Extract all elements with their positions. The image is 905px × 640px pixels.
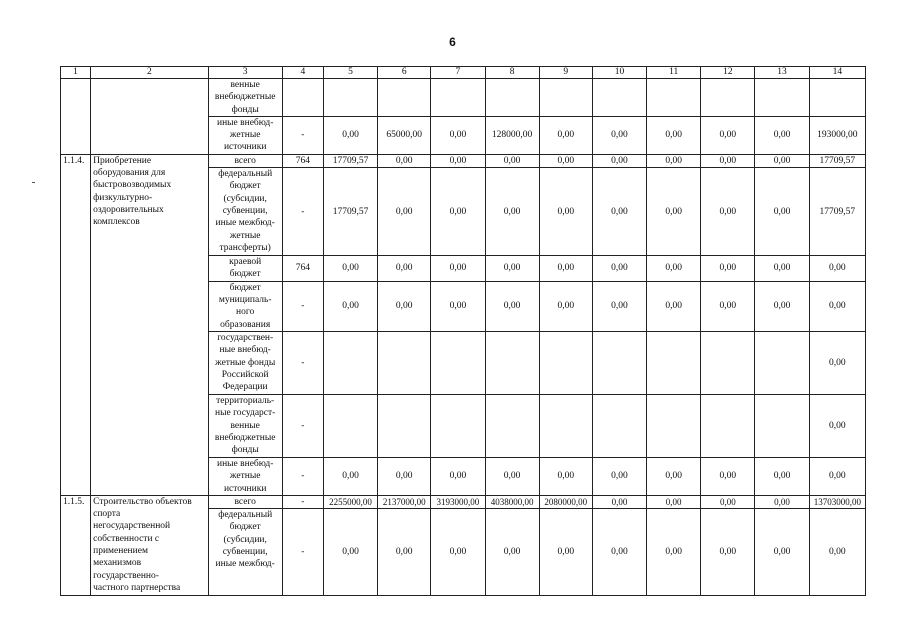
value-cell: - — [282, 281, 323, 331]
value-cell: 0,00 — [647, 509, 701, 596]
value-cell: - — [282, 495, 323, 508]
value-cell: 0,00 — [485, 256, 539, 282]
value-cell: 4038000,00 — [485, 495, 539, 508]
value-cell: 0,00 — [701, 281, 755, 331]
value-cell: 0,00 — [809, 256, 865, 282]
item-name-cell: Приобретение оборудования для быстровозводимых физкультурно- оздоровительных комплексов — [91, 154, 208, 495]
value-cell: 0,00 — [592, 168, 646, 256]
item-code-cell — [61, 79, 91, 155]
value-cell: 0,00 — [485, 154, 539, 167]
value-cell — [701, 394, 755, 457]
value-cell: 0,00 — [431, 281, 485, 331]
value-cell: 17709,57 — [323, 168, 377, 256]
source-cell: всего — [208, 154, 282, 167]
value-cell: 0,00 — [485, 168, 539, 256]
header-cell: 12 — [701, 67, 755, 79]
value-cell: - — [282, 394, 323, 457]
value-cell: 0,00 — [431, 168, 485, 256]
header-cell: 3 — [208, 67, 282, 79]
value-cell — [539, 331, 592, 394]
value-cell: 0,00 — [539, 168, 592, 256]
value-cell: 0,00 — [755, 116, 809, 154]
value-cell — [592, 394, 646, 457]
value-cell: 0,00 — [378, 154, 431, 167]
header-cell: 11 — [647, 67, 701, 79]
value-cell — [378, 331, 431, 394]
value-cell: 17709,57 — [809, 168, 865, 256]
value-cell: 0,00 — [755, 168, 809, 256]
value-cell: 0,00 — [592, 281, 646, 331]
value-cell: 0,00 — [539, 281, 592, 331]
value-cell: 2255000,00 — [323, 495, 377, 508]
value-cell: 0,00 — [323, 509, 377, 596]
value-cell: - — [282, 168, 323, 256]
header-cell: 2 — [91, 67, 208, 79]
value-cell: 0,00 — [592, 154, 646, 167]
value-cell: 13703000,00 — [809, 495, 865, 508]
value-cell: 0,00 — [485, 457, 539, 495]
source-cell: федеральный бюджет (субсидии, субвенции, иные межбюд- — [208, 509, 282, 596]
value-cell: 17709,57 — [323, 154, 377, 167]
value-cell: 0,00 — [701, 154, 755, 167]
value-cell: 0,00 — [592, 509, 646, 596]
value-cell: 0,00 — [378, 256, 431, 282]
value-cell — [647, 394, 701, 457]
page-number: 6 — [449, 35, 456, 49]
value-cell: 65000,00 — [378, 116, 431, 154]
value-cell: 0,00 — [539, 116, 592, 154]
value-cell: 0,00 — [647, 168, 701, 256]
value-cell — [323, 394, 377, 457]
value-cell: 0,00 — [809, 457, 865, 495]
value-cell: 0,00 — [647, 116, 701, 154]
source-cell: федеральный бюджет (субсидии, субвенции, иные межбюд- жетные трансферты) — [208, 168, 282, 256]
value-cell: 0,00 — [592, 116, 646, 154]
value-cell — [323, 331, 377, 394]
value-cell: 0,00 — [378, 168, 431, 256]
source-cell: краевой бюджет — [208, 256, 282, 282]
value-cell — [485, 331, 539, 394]
header-cell: 7 — [431, 67, 485, 79]
source-cell: всего — [208, 495, 282, 508]
header-cell: 5 — [323, 67, 377, 79]
item-name-cell: Строительство объектов спорта негосударственной собственности с применением механизмов государственно- частного партнерства — [91, 495, 208, 595]
value-cell: 0,00 — [539, 154, 592, 167]
value-cell: 0,00 — [323, 457, 377, 495]
value-cell: 0,00 — [539, 509, 592, 596]
value-cell: 0,00 — [647, 256, 701, 282]
value-cell: 0,00 — [431, 116, 485, 154]
item-code-cell: 1.1.5. — [61, 495, 91, 595]
value-cell: 0,00 — [647, 154, 701, 167]
value-cell: 2137000,00 — [378, 495, 431, 508]
value-cell: 0,00 — [378, 509, 431, 596]
value-cell: 0,00 — [323, 116, 377, 154]
value-cell: 0,00 — [755, 256, 809, 282]
value-cell: 0,00 — [431, 509, 485, 596]
value-cell: 0,00 — [701, 457, 755, 495]
value-cell: 0,00 — [592, 256, 646, 282]
value-cell: 0,00 — [431, 256, 485, 282]
value-cell: 0,00 — [592, 495, 646, 508]
header-row — [61, 67, 866, 79]
value-cell: 0,00 — [539, 256, 592, 282]
value-cell — [755, 394, 809, 457]
value-cell: 0,00 — [809, 394, 865, 457]
value-cell — [378, 394, 431, 457]
value-cell: - — [282, 331, 323, 394]
value-cell — [431, 394, 485, 457]
value-cell: 0,00 — [809, 281, 865, 331]
value-cell: 0,00 — [809, 331, 865, 394]
value-cell: - — [282, 457, 323, 495]
value-cell — [647, 331, 701, 394]
value-cell: 0,00 — [647, 281, 701, 331]
value-cell: 0,00 — [755, 457, 809, 495]
value-cell: 193000,00 — [809, 116, 865, 154]
value-cell: 0,00 — [701, 495, 755, 508]
value-cell: 0,00 — [755, 154, 809, 167]
value-cell: 0,00 — [485, 281, 539, 331]
value-cell: 0,00 — [592, 457, 646, 495]
source-cell: иные внебюд- жетные источники — [208, 457, 282, 495]
value-cell: 2080000,00 — [539, 495, 592, 508]
budget-table — [60, 66, 866, 596]
value-cell: 0,00 — [539, 457, 592, 495]
value-cell: 0,00 — [323, 281, 377, 331]
value-cell: 0,00 — [755, 509, 809, 596]
value-cell: 0,00 — [647, 495, 701, 508]
margin-mark — [32, 182, 35, 183]
value-cell: 0,00 — [431, 154, 485, 167]
value-cell: 128000,00 — [485, 116, 539, 154]
source-cell: венные внебюджетные фонды — [208, 79, 282, 117]
value-cell — [755, 331, 809, 394]
value-cell: 0,00 — [701, 509, 755, 596]
value-cell: 17709,57 — [809, 154, 865, 167]
value-cell — [539, 394, 592, 457]
item-name-cell — [91, 79, 208, 155]
value-cell: 0,00 — [701, 116, 755, 154]
value-cell — [431, 331, 485, 394]
header-cell: 9 — [539, 67, 592, 79]
source-cell: территориаль- ные государст- венные внебюджетные фонды — [208, 394, 282, 457]
value-cell: - — [282, 509, 323, 596]
header-cell: 13 — [755, 67, 809, 79]
value-cell: 0,00 — [647, 457, 701, 495]
header-cell: 1 — [61, 67, 91, 79]
value-cell: 0,00 — [378, 281, 431, 331]
value-cell: 0,00 — [323, 256, 377, 282]
table-row — [61, 495, 866, 508]
value-cell: 0,00 — [701, 168, 755, 256]
source-cell: бюджет муниципаль- ного образования — [208, 281, 282, 331]
value-cell: 764 — [282, 154, 323, 167]
item-code-cell: 1.1.4. — [61, 154, 91, 495]
value-cell — [701, 331, 755, 394]
header-cell: 4 — [282, 67, 323, 79]
value-cell: 0,00 — [755, 281, 809, 331]
header-cell: 14 — [809, 67, 865, 79]
value-cell: 0,00 — [431, 457, 485, 495]
value-cell: 0,00 — [755, 495, 809, 508]
value-cell: 0,00 — [809, 509, 865, 596]
source-cell: государствен- ные внебюд- жетные фонды Российской Федерации — [208, 331, 282, 394]
value-cell — [485, 394, 539, 457]
header-cell: 10 — [592, 67, 646, 79]
value-cell: 0,00 — [378, 457, 431, 495]
value-cell: - — [282, 116, 323, 154]
table-row — [61, 154, 866, 167]
value-cell: 0,00 — [485, 509, 539, 596]
value-cell: 0,00 — [701, 256, 755, 282]
source-cell: иные внебюд- жетные источники — [208, 116, 282, 154]
table-row — [61, 79, 866, 117]
header-cell: 8 — [485, 67, 539, 79]
value-cell: 764 — [282, 256, 323, 282]
value-cell — [592, 331, 646, 394]
value-cell: 3193000,00 — [431, 495, 485, 508]
header-cell: 6 — [378, 67, 431, 79]
